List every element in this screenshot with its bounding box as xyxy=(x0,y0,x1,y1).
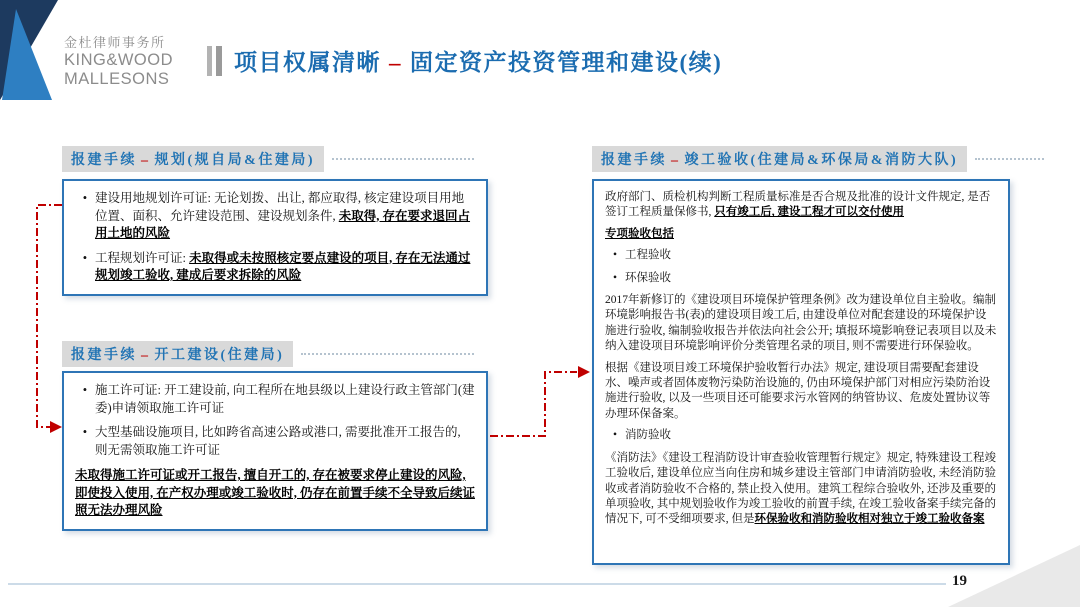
construction-risk-note: 未取得施工许可证或开工报告, 擅自开工的, 存在被要求停止建设的风险, 即使投入使用, 在产权办理或竣工验收时, 仍存在前置手续不全导致后续证照无法办理风险 xyxy=(75,468,476,517)
acceptance-para-4-text: 《消防法》《建设工程消防设计审查验收管理暂行规定》规定, 特殊建设工程竣工验收后, 建设单位应当向住房和城乡建设主管部门申请消防验收, 未经消防验收或者消防验收不合格的, 禁止投入使用。建筑工程综合验收外, 还涉及重要的单项验收, 其中规划验收作为竣工验收的前置手续, 在竣工验收备案手续完备的情况下, 可不受细项要求, 但是 xyxy=(605,451,996,526)
list-item xyxy=(75,382,475,417)
planning-bullet-1 xyxy=(95,190,475,243)
acceptance-para-2: 2017年新修订的《建设项目环境保护管理条例》改为建设单位自主验收。编制环境影响报告书(表)的建设项目竣工后, 由建设单位对配套建设的环境保护设施进行验收, 编制验收报告并依法向社会公开; 填报环境影响登记表项目以及未纳入建设项目环境影响评价分类管理名录的项目, 则不需要进行环保验收。 xyxy=(605,294,997,353)
acceptance-para-4-emphasis: 环保验收和消防验收相对独立于竣工验收备案 xyxy=(754,513,985,526)
list-item xyxy=(605,248,997,263)
logo-chinese-name: 金杜律师事务所 xyxy=(64,35,166,50)
planning-box xyxy=(62,179,488,296)
page-number: 19 xyxy=(952,573,967,589)
acceptance-subheading: 专项验收包括 xyxy=(605,227,674,240)
title-part1: 项目权属清晰 xyxy=(234,50,381,75)
construction-header-post: 开工建设(住建局) xyxy=(154,348,285,363)
planning-header-pre: 报建手续 xyxy=(71,153,137,168)
construction-header-pre: 报建手续 xyxy=(71,348,137,363)
construction-box xyxy=(62,371,488,531)
logo-english-line2: MALLESONS xyxy=(64,69,170,88)
planning-bullet-2-risk: 未取得或未按照核定要点建设的项目, 存在无法通过规划竣工验收, 建成后要求拆除的风险 xyxy=(95,250,471,282)
planning-header-post: 规划(规自局&住建局) xyxy=(154,153,315,168)
list-item xyxy=(605,428,997,443)
page-title xyxy=(207,44,722,77)
title-accent-bar-icon xyxy=(216,46,222,76)
arrow-planning-to-construction xyxy=(37,205,62,427)
list-item xyxy=(75,250,475,285)
acceptance-para-3: 根据《建设项目竣工环境保护验收暂行办法》规定, 建设项目需要配套建设水、噪声或者固体废物污染防治设施的, 仍由环境保护部门对相应污染防治设施进行验收, 以及一些项目还可能要求污水管网的纳管协议、危废处置协议等办理环保备案。 xyxy=(605,361,991,420)
dotted-line xyxy=(301,353,474,355)
arrowhead-icon xyxy=(50,421,62,433)
section-header-construction xyxy=(62,341,474,367)
firm-logo xyxy=(64,36,173,89)
title-text xyxy=(234,44,722,77)
acceptance-bullet-project: 工程验收 xyxy=(625,249,671,262)
acceptance-box xyxy=(592,179,1010,565)
acceptance-para-1 xyxy=(605,190,997,221)
bullet-icon: • xyxy=(612,429,618,442)
acceptance-bullet-environment: 环保验收 xyxy=(625,271,671,284)
construction-header-chip xyxy=(62,341,293,367)
acceptance-header-pre: 报建手续 xyxy=(601,153,667,168)
planning-header-chip xyxy=(62,146,324,172)
construction-header-dash: – xyxy=(141,348,151,363)
planning-bullet-2 xyxy=(95,250,475,285)
title-part2: 固定资产投资管理和建设(续) xyxy=(410,50,723,75)
title-accent-bar-icon xyxy=(207,46,212,76)
dotted-line xyxy=(332,158,474,160)
acceptance-bullet-fire: 消防验收 xyxy=(625,429,671,442)
footer-divider xyxy=(8,583,946,585)
acceptance-para-4 xyxy=(605,451,997,528)
bullet-icon: • xyxy=(612,271,618,284)
title-dash: – xyxy=(389,50,402,75)
bullet-icon: • xyxy=(82,250,88,265)
logo-english-line1: KING&WOOD xyxy=(64,50,174,69)
arrowhead-icon xyxy=(578,366,590,378)
acceptance-para-1-text: 政府部门、质检机构判断工程质量标准是否合规及批准的设计文件规定, 是否签订工程质量保修书, xyxy=(605,191,991,219)
bullet-icon: • xyxy=(82,191,88,205)
acceptance-header-chip xyxy=(592,146,967,172)
planning-header-dash: – xyxy=(141,153,151,168)
list-item xyxy=(75,190,475,243)
bullet-icon: • xyxy=(612,249,618,262)
arrow-construction-to-acceptance xyxy=(490,372,577,436)
bullet-icon: • xyxy=(82,383,88,397)
planning-bullet-1-risk: 未取得, 存在要求退回占用土地的风险 xyxy=(95,208,471,240)
bullet-icon: • xyxy=(82,425,88,439)
acceptance-para-1-emphasis: 只有竣工后, 建设工程才可以交付使用 xyxy=(714,206,904,219)
list-item xyxy=(75,424,475,459)
construction-bullet-2: 大型基础设施项目, 比如跨省高速公路或港口, 需要批准开工报告的, 则无需领取施工许可证 xyxy=(95,425,461,457)
construction-bullet-1: 施工许可证: 开工建设前, 向工程所在地县级以上建设行政主管部门(建委)申请领取施工许可证 xyxy=(95,383,475,415)
acceptance-header-post: 竣工验收(住建局&环保局&消防大队) xyxy=(684,153,959,168)
acceptance-header-dash: – xyxy=(671,153,681,168)
planning-bullet-1-text: 建设用地规划许可证: 无论划拨、出让, 都应取得, 核定建设项目用地位置、面积、允许建设范围、建设规划条件, xyxy=(95,191,465,223)
list-item xyxy=(605,271,997,286)
section-header-planning xyxy=(62,146,474,172)
planning-bullet-2-text: 工程规划许可证: xyxy=(95,250,190,265)
section-header-acceptance xyxy=(592,146,1044,172)
dotted-line xyxy=(975,158,1044,160)
